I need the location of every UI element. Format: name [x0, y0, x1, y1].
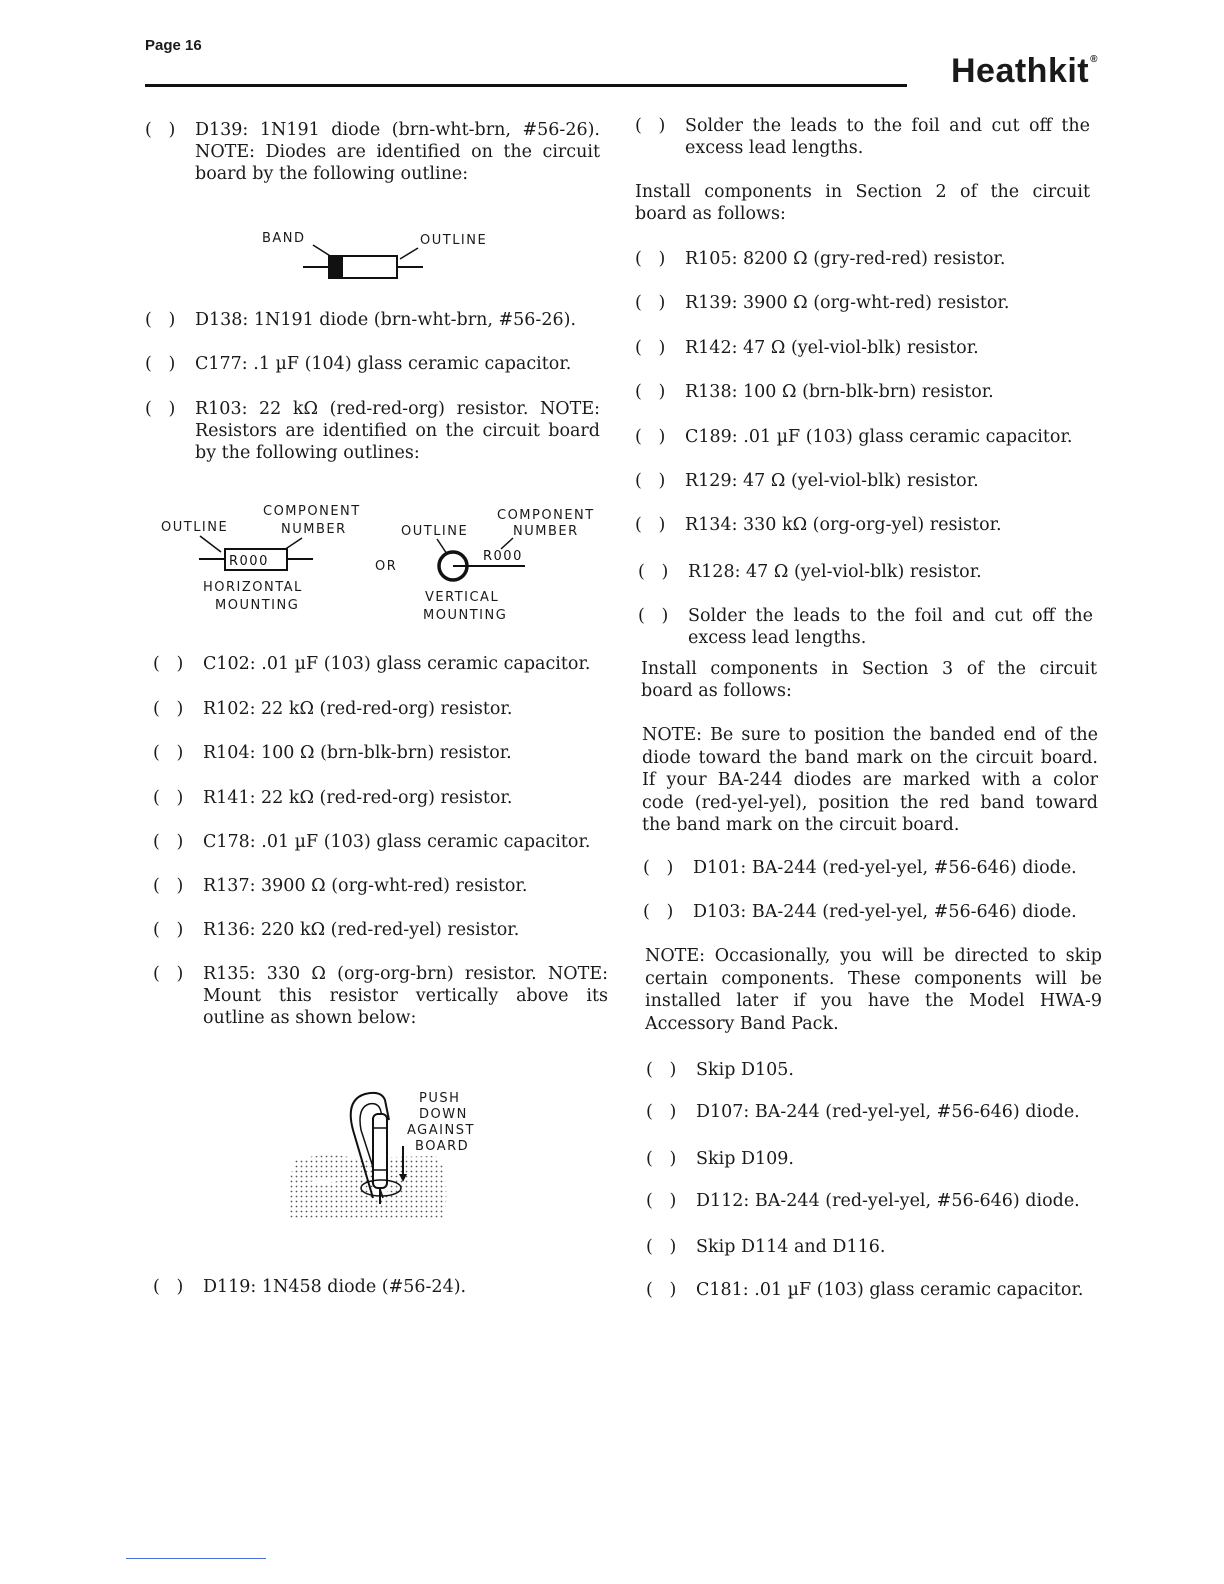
checkbox[interactable]: ( ) — [153, 654, 184, 674]
step-text: R138: 100 Ω (brn-blk-brn) resistor. — [685, 382, 994, 402]
step-text: R105: 8200 Ω (gry-red-red) resistor. — [685, 249, 1006, 269]
step-r135 — [153, 963, 608, 1029]
step-solder-section1 — [635, 115, 1090, 159]
step-r138 — [635, 381, 1090, 403]
step-d119 — [153, 1276, 608, 1298]
step-r129 — [635, 470, 1090, 492]
checkbox[interactable]: ( ) — [635, 382, 666, 402]
checkbox[interactable]: ( ) — [153, 699, 184, 719]
checkbox[interactable]: ( ) — [145, 120, 176, 140]
vertical-label: VERTICAL — [425, 590, 500, 605]
checkbox[interactable]: ( ) — [153, 920, 184, 940]
checkbox[interactable]: ( ) — [646, 1280, 677, 1300]
checkbox[interactable]: ( ) — [635, 249, 666, 269]
step-r142 — [635, 337, 1090, 359]
step-text: R134: 330 kΩ (org-org-yel) resistor. — [685, 515, 1002, 535]
checkbox[interactable]: ( ) — [635, 427, 666, 447]
step-r103 — [145, 398, 600, 464]
step-text: C189: .01 µF (103) glass ceramic capacitor. — [685, 427, 1073, 447]
checkbox[interactable]: ( ) — [145, 399, 176, 419]
step-c181 — [646, 1279, 1101, 1301]
step-r139 — [635, 292, 1090, 314]
step-text: Skip D109. — [696, 1149, 794, 1169]
step-text: D119: 1N458 diode (#56-24). — [203, 1277, 467, 1297]
number-label-vertical: NUMBER — [513, 524, 579, 539]
step-d139 — [145, 119, 600, 185]
checkbox[interactable]: ( ) — [638, 606, 669, 626]
step-text: C181: .01 µF (103) glass ceramic capacitor. — [696, 1280, 1084, 1300]
step-text: D107: BA-244 (red-yel-yel, #56-646) diode. — [696, 1102, 1080, 1122]
number-label: NUMBER — [281, 522, 347, 537]
step-skip-d109 — [646, 1148, 1101, 1170]
step-text: R104: 100 Ω (brn-blk-brn) resistor. — [203, 743, 512, 763]
brand-name: Heathkit — [950, 52, 1090, 90]
step-d101 — [643, 857, 1098, 879]
checkbox[interactable]: ( ) — [646, 1102, 677, 1122]
checkbox[interactable]: ( ) — [635, 338, 666, 358]
step-r134 — [635, 514, 1090, 536]
step-text: D139: 1N191 diode (brn-wht-brn, #56-26). NOTE: Diodes are identified on the circuit board by the following outline: — [195, 120, 600, 184]
checkbox[interactable]: ( ) — [646, 1060, 677, 1080]
checkbox[interactable]: ( ) — [145, 354, 176, 374]
checkbox[interactable]: ( ) — [153, 788, 184, 808]
mounting-label: MOUNTING — [215, 598, 300, 613]
step-r136 — [153, 919, 608, 941]
skip-components-note: NOTE: Occasionally, you will be directed to skip certain components. These components will be installed later if you have the Model HWA-9 Accessory Band Pack. — [645, 946, 1102, 1034]
step-solder-section2 — [638, 605, 1093, 649]
outline-label: OUTLINE — [420, 233, 488, 248]
board-label: BOARD — [415, 1139, 470, 1154]
outline-label: OUTLINE — [161, 520, 229, 535]
page-number: Page 16 — [145, 37, 202, 54]
checkbox[interactable]: ( ) — [153, 876, 184, 896]
step-text: R128: 47 Ω (yel-viol-blk) resistor. — [688, 562, 982, 582]
checkbox[interactable]: ( ) — [643, 858, 674, 878]
right-column — [635, 0, 1105, 1584]
step-text: C177: .1 µF (104) glass ceramic capacitor. — [195, 354, 572, 374]
step-text: Skip D105. — [696, 1060, 794, 1080]
checkbox[interactable]: ( ) — [643, 902, 674, 922]
footer-line — [126, 1558, 266, 1559]
step-text: R103: 22 kΩ (red-red-org) resistor. NOTE: Resistors are identified on the circuit board by the following outlines: — [195, 399, 600, 463]
step-text: Skip D114 and D116. — [696, 1237, 886, 1257]
step-text: R139: 3900 Ω (org-wht-red) resistor. — [685, 293, 1010, 313]
mounting-label-vertical: MOUNTING — [423, 608, 508, 623]
band-label: BAND — [262, 231, 306, 246]
vertical-mount-figure — [285, 1080, 505, 1225]
step-d103 — [643, 901, 1098, 923]
step-text: D101: BA-244 (red-yel-yel, #56-646) diode. — [693, 858, 1077, 878]
step-text: R142: 47 Ω (yel-viol-blk) resistor. — [685, 338, 979, 358]
push-label: PUSH — [419, 1091, 461, 1106]
step-skip-d114-d116 — [646, 1236, 1101, 1258]
checkbox[interactable]: ( ) — [638, 562, 669, 582]
checkbox[interactable]: ( ) — [635, 116, 666, 136]
step-d112 — [646, 1190, 1101, 1212]
component-label: COMPONENT — [263, 504, 361, 519]
checkbox[interactable]: ( ) — [646, 1191, 677, 1211]
step-text: R141: 22 kΩ (red-red-org) resistor. — [203, 788, 513, 808]
down-label: DOWN — [419, 1107, 468, 1122]
component-label-vertical: COMPONENT — [497, 508, 595, 523]
step-r141 — [153, 787, 608, 809]
against-label: AGAINST — [407, 1123, 475, 1138]
step-skip-d105 — [646, 1059, 1101, 1081]
horizontal-label: HORIZONTAL — [203, 580, 303, 595]
step-r137 — [153, 875, 608, 897]
step-c178 — [153, 831, 608, 853]
step-c189 — [635, 426, 1090, 448]
step-text: C102: .01 µF (103) glass ceramic capacitor. — [203, 654, 591, 674]
left-column — [145, 0, 608, 1584]
checkbox[interactable]: ( ) — [646, 1149, 677, 1169]
or-label: OR — [375, 559, 398, 574]
checkbox[interactable]: ( ) — [153, 964, 184, 984]
section2-intro: Install components in Section 2 of the circuit board as follows: — [635, 182, 1090, 224]
step-text: R129: 47 Ω (yel-viol-blk) resistor. — [685, 471, 979, 491]
step-c102 — [153, 653, 608, 675]
step-r104 — [153, 742, 608, 764]
step-d138 — [145, 309, 600, 331]
step-c177 — [145, 353, 600, 375]
step-text: D138: 1N191 diode (brn-wht-brn, #56-26). — [195, 310, 577, 330]
step-r128 — [638, 561, 1093, 583]
step-text: R137: 3900 Ω (org-wht-red) resistor. — [203, 876, 528, 896]
section3-intro: Install components in Section 3 of the circuit board as follows: — [641, 659, 1097, 701]
diode-outline-figure — [255, 225, 515, 285]
resistor-outline-figure — [155, 500, 605, 630]
step-text: R135: 330 Ω (org-org-brn) resistor. NOTE: Mount this resistor vertically above its outline as shown below: — [203, 964, 608, 1028]
registered-mark: ® — [1090, 54, 1098, 65]
step-text: D103: BA-244 (red-yel-yel, #56-646) diode. — [693, 902, 1077, 922]
step-text: C178: .01 µF (103) glass ceramic capacitor. — [203, 832, 591, 852]
outline-label-vertical: OUTLINE — [401, 524, 469, 539]
step-text: D112: BA-244 (red-yel-yel, #56-646) diode. — [696, 1191, 1080, 1211]
checkbox[interactable]: ( ) — [635, 515, 666, 535]
diode-band-note: NOTE: Be sure to position the banded end of the diode toward the band mark on the circuit board. If your BA-244 diodes are marked with a color code (red-yel-yel), position the red band toward the band mark on the circuit board. — [642, 725, 1098, 836]
component-number-horizontal: R000 — [229, 554, 269, 569]
step-text: R136: 220 kΩ (red-red-yel) resistor. — [203, 920, 520, 940]
checkbox[interactable]: ( ) — [635, 471, 666, 491]
checkbox[interactable]: ( ) — [145, 310, 176, 330]
step-text: Solder the leads to the foil and cut off the excess lead lengths. — [685, 116, 1090, 158]
component-number-vertical: R000 — [483, 549, 523, 564]
step-text: R102: 22 kΩ (red-red-org) resistor. — [203, 699, 513, 719]
checkbox[interactable]: ( ) — [635, 293, 666, 313]
checkbox[interactable]: ( ) — [153, 832, 184, 852]
step-r105 — [635, 248, 1090, 270]
checkbox[interactable]: ( ) — [153, 743, 184, 763]
step-text: Solder the leads to the foil and cut off the excess lead lengths. — [688, 606, 1093, 648]
step-d107 — [646, 1101, 1101, 1123]
step-r102 — [153, 698, 608, 720]
checkbox[interactable]: ( ) — [646, 1237, 677, 1257]
checkbox[interactable]: ( ) — [153, 1277, 184, 1297]
